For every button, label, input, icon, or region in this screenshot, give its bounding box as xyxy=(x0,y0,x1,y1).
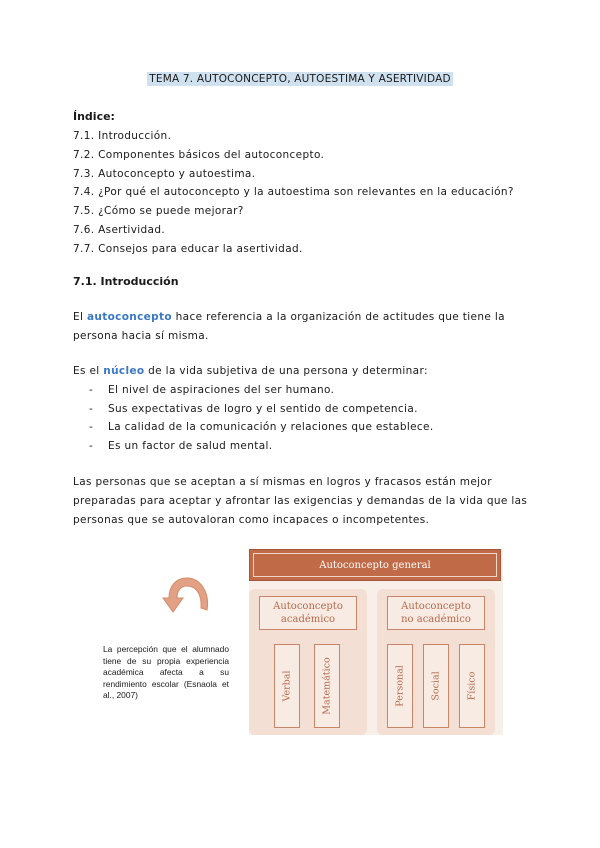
index-item: 7.2. Componentes básicos del autoconcepto. xyxy=(73,148,325,161)
autoconcepto-general-box: Autoconcepto general xyxy=(249,549,501,581)
index-item: 7.3. Autoconcepto y autoestima. xyxy=(73,167,256,180)
curved-arrow-icon xyxy=(160,570,212,620)
verbal-column: Verbal xyxy=(274,644,300,728)
bullet-item: - El nivel de aspiraciones del ser humano. xyxy=(89,381,434,400)
keyword-autoconcepto: autoconcepto xyxy=(86,311,172,323)
bullet-item: - Es un factor de salud mental. xyxy=(89,437,434,456)
section-heading: 7.1. Introducción xyxy=(73,275,179,288)
paragraph-acceptance: Las personas que se aceptan a sí mismas en logros y fracasos están mejor preparadas para aceptar y afrontar las exigencias y demandas de la vida que las personas que se autovaloran como incapaces o incompetentes. xyxy=(73,476,528,526)
index-item: 7.7. Consejos para educar la asertividad. xyxy=(73,242,303,255)
non-academic-box: Autoconcepto no académico xyxy=(387,596,485,630)
social-column: Social xyxy=(423,644,449,728)
index-item: 7.5. ¿Cómo se puede mejorar? xyxy=(73,205,244,218)
bullet-list xyxy=(89,381,434,455)
autoconcepto-diagram xyxy=(249,549,503,735)
paragraph-nucleus: Es el núcleo de la vida subjetiva de una persona y determinar: xyxy=(73,365,428,377)
index-item: 7.6. Asertividad. xyxy=(73,223,166,236)
academic-box: Autoconcepto académico xyxy=(259,596,357,630)
document-title: TEMA 7. AUTOCONCEPTO, AUTOESTIMA Y ASERTIVIDAD xyxy=(149,73,451,85)
bullet-item: - La calidad de la comunicación y relaciones que establece. xyxy=(89,418,434,437)
index-list xyxy=(73,127,514,259)
personal-column: Personal xyxy=(387,644,413,728)
keyword-nucleo: núcleo xyxy=(103,365,145,377)
academic-panel xyxy=(249,589,367,735)
figure-caption: La percepción que el alumnado tiene de su propia experiencia académica afecta a su rendimiento escolar (Esnaola et al., 2007) xyxy=(103,644,229,701)
index-heading: Índice: xyxy=(73,110,115,123)
fisico-column: Físico xyxy=(459,644,485,728)
bullet-item: - Sus expectativas de logro y el sentido de competencia. xyxy=(89,400,434,419)
paragraph-definition: El autoconcepto hace referencia a la organización de actitudes que tiene la persona hacia sí misma. xyxy=(73,311,505,342)
matematico-column: Matemático xyxy=(314,644,340,728)
non-academic-panel xyxy=(377,589,495,735)
index-item: 7.1. Introducción. xyxy=(73,130,172,142)
index-item: 7.4. ¿Por qué el autoconcepto y la autoestima son relevantes en la educación? xyxy=(73,186,514,199)
